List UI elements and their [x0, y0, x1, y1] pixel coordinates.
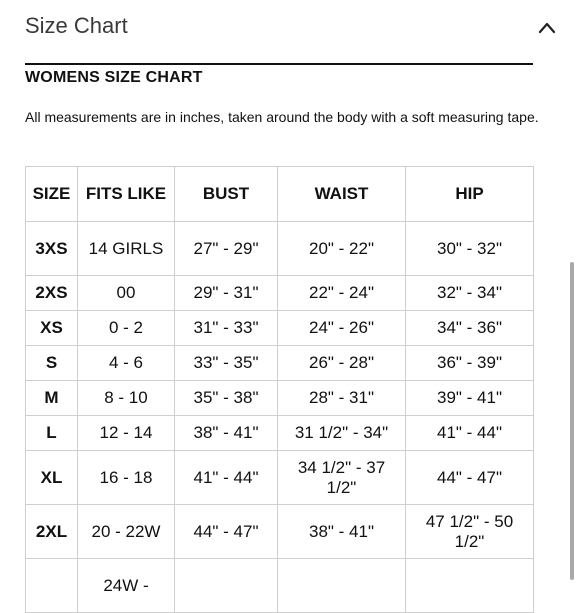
fits-like-cell: 0 - 2	[78, 311, 175, 346]
table-row	[26, 222, 534, 276]
waist-cell: 38" - 41"	[278, 505, 406, 559]
waist-cell: 28" - 31"	[278, 381, 406, 416]
column-header-waist: WAIST	[278, 167, 406, 222]
accordion-title: Size Chart	[25, 13, 128, 38]
size-cell: 2XL	[26, 505, 78, 559]
table-row	[26, 346, 534, 381]
measurement-intro: All measurements are in inches, taken around the body with a soft measuring tape.	[25, 109, 539, 125]
column-header-hip: HIP	[406, 167, 534, 222]
column-header-size: SIZE	[26, 167, 78, 222]
fits-like-cell: 16 - 18	[78, 451, 175, 505]
size-cell	[26, 559, 78, 613]
chevron-up-icon[interactable]	[537, 18, 557, 38]
size-chart-table	[25, 166, 534, 613]
waist-cell: 34 1/2" - 37 1/2"	[278, 451, 406, 505]
bust-cell: 41" - 44"	[175, 451, 278, 505]
bust-cell: 33" - 35"	[175, 346, 278, 381]
fits-like-cell: 24W -	[78, 559, 175, 613]
column-header-fits-like: FITS LIKE	[78, 167, 175, 222]
bust-cell: 35" - 38"	[175, 381, 278, 416]
bust-cell: 29" - 31"	[175, 276, 278, 311]
table-row	[26, 416, 534, 451]
table-header-row	[26, 167, 534, 222]
hip-cell: 32" - 34"	[406, 276, 534, 311]
hip-cell: 34" - 36"	[406, 311, 534, 346]
hip-cell	[406, 559, 534, 613]
section-title: WOMENS SIZE CHART	[25, 69, 203, 86]
table-row	[26, 311, 534, 346]
bust-cell: 31" - 33"	[175, 311, 278, 346]
hip-cell: 30" - 32"	[406, 222, 534, 276]
fits-like-cell: 00	[78, 276, 175, 311]
waist-cell: 26" - 28"	[278, 346, 406, 381]
section-divider	[25, 63, 533, 65]
table-row	[26, 559, 534, 613]
table-row	[26, 451, 534, 505]
size-cell: XS	[26, 311, 78, 346]
hip-cell: 44" - 47"	[406, 451, 534, 505]
size-cell: 2XS	[26, 276, 78, 311]
bust-cell: 44" - 47"	[175, 505, 278, 559]
waist-cell: 31 1/2" - 34"	[278, 416, 406, 451]
table-row	[26, 381, 534, 416]
hip-cell: 39" - 41"	[406, 381, 534, 416]
size-cell: 3XS	[26, 222, 78, 276]
hip-cell: 47 1/2" - 50 1/2"	[406, 505, 534, 559]
bust-cell: 27" - 29"	[175, 222, 278, 276]
bust-cell: 38" - 41"	[175, 416, 278, 451]
table-row	[26, 276, 534, 311]
waist-cell: 20" - 22"	[278, 222, 406, 276]
fits-like-cell: 4 - 6	[78, 346, 175, 381]
waist-cell: 24" - 26"	[278, 311, 406, 346]
fits-like-cell: 20 - 22W	[78, 505, 175, 559]
size-cell: L	[26, 416, 78, 451]
vertical-scrollbar[interactable]	[570, 262, 574, 580]
size-chart-accordion-header[interactable]	[0, 0, 580, 56]
table-row	[26, 505, 534, 559]
fits-like-cell: 12 - 14	[78, 416, 175, 451]
hip-cell: 41" - 44"	[406, 416, 534, 451]
waist-cell	[278, 559, 406, 613]
waist-cell: 22" - 24"	[278, 276, 406, 311]
bust-cell	[175, 559, 278, 613]
fits-like-cell: 8 - 10	[78, 381, 175, 416]
fits-like-cell: 14 GIRLS	[78, 222, 175, 276]
size-cell: XL	[26, 451, 78, 505]
size-cell: S	[26, 346, 78, 381]
column-header-bust: BUST	[175, 167, 278, 222]
size-cell: M	[26, 381, 78, 416]
hip-cell: 36" - 39"	[406, 346, 534, 381]
